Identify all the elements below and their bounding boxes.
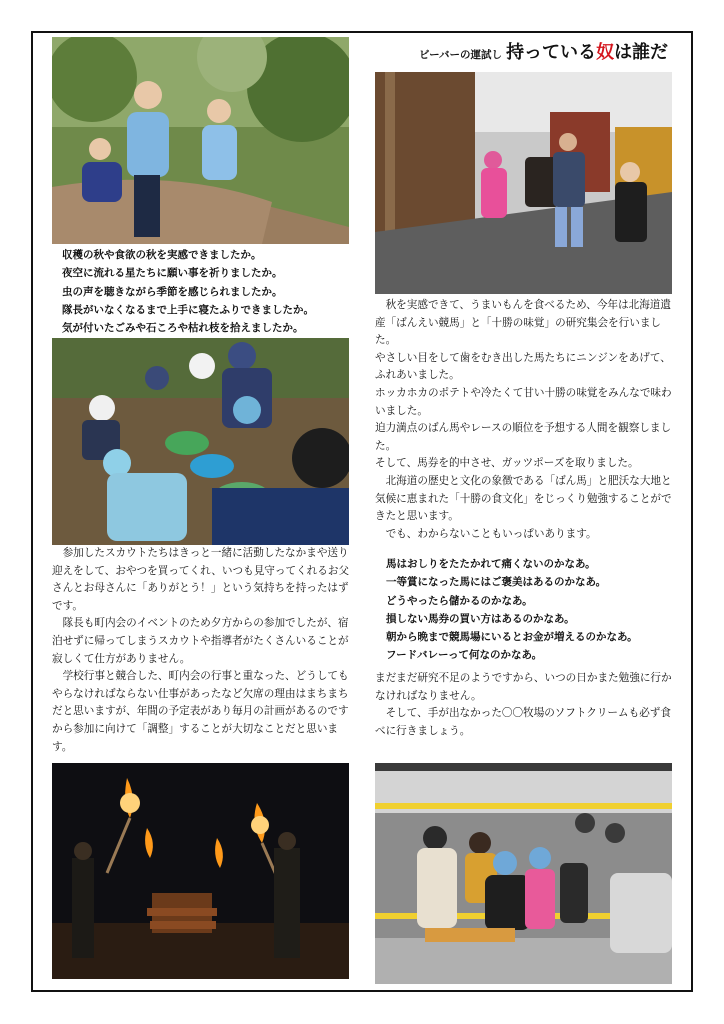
left-body-text <box>52 545 350 756</box>
question-line: 損しない馬券の買い方はあるのかなあ。 <box>386 612 575 625</box>
title-main-red: 奴 <box>596 42 615 63</box>
photo-bonfire-torches <box>52 763 349 979</box>
question-line: フードバレーって何なのかなあ。 <box>386 649 543 662</box>
right-paragraph: でも、わからないこともいっぱいあります。 <box>385 527 597 540</box>
question-line: 朝から晩まで競馬場にいるとお金が増えるのかなあ。 <box>386 631 638 644</box>
right-closing-text <box>375 670 673 740</box>
article-title <box>419 38 668 64</box>
closing-paragraph: そして、手が出なかった〇〇牧場のソフトクリームも必ず食べに行きましょう。 <box>375 707 671 737</box>
left-paragraph: 参加したスカウトたちはきっと一緒に活動したなかまや送り迎えをして、おやつを買ってくれ、いつも見守ってくれるお父さんとお母さんに「ありがとう！」という気持ちを持ったはずです。 <box>52 547 350 612</box>
lead-line: 収穫の秋や食欲の秋を実感できましたか。 <box>62 249 262 261</box>
right-paragraph: やさしい目をして歯をむき出した馬たちにニンジンをあげて、ふれあいました。 <box>375 351 671 382</box>
lead-line: 隊長がいなくなるまで上手に寝たふりできましたか。 <box>62 303 314 316</box>
right-paragraph: 秋を実感できて、うまいもんを食べるため、今年は北海道遺産「ばんえい競馬」と「十勝の味覚」の研究集会を行いました。 <box>375 299 671 347</box>
photo-horse-walk <box>375 72 672 294</box>
right-paragraph: 迫力満点のばん馬やレースの順位を予想する人間を観察しました。 <box>375 422 672 452</box>
right-paragraph: 北海道の歴史と文化の象徴である「ばん馬」と肥沃な大地と気候に恵まれた「十勝の食文化」をじっくり勉強することができたと思います。 <box>375 474 672 523</box>
title-main-pre: 持っている <box>506 42 597 63</box>
lead-line: 気が付いたごみや石ころや枯れ枝を拾えましたか。 <box>62 322 304 335</box>
questions-right <box>386 555 638 665</box>
lead-questions-left <box>62 246 314 337</box>
title-main-post: は誰だ <box>614 42 669 63</box>
left-paragraph: 隊長も町内会のイベントのため夕方からの参加でしたが、宿泊せずに帰ってしまうスカウトや指導者がたくさんいることが寂しくて仕方がありません。 <box>52 617 349 665</box>
lead-line: 虫の声を聴きながら季節を感じられましたか。 <box>62 285 283 298</box>
photo-scouts-on-tree <box>52 37 349 244</box>
lead-line: 夜空に流れる星たちに願い事を祈りましたか。 <box>62 267 283 280</box>
right-body-text <box>375 297 673 543</box>
closing-paragraph: まだまだ研究不足のようですから、いつの日かまた勉強に行かなければなりません。 <box>375 672 672 702</box>
question-line: 馬はおしりをたたかれて痛くないのかなあ。 <box>386 558 596 570</box>
title-subtitle: ビーバーの運試し <box>419 49 503 61</box>
left-paragraph: 学校行事と競合した、町内会の行事と重なった、どうしてもやらなければならない仕事があったなど欠席の理由はまちまちだと思いますが、年間の予定表があり毎月の計画があるのですから参加に向けて「調整」することが大切なことだと思います。 <box>52 670 349 753</box>
photo-grandstand <box>375 763 672 984</box>
right-paragraph: ホッカホカのポテトや冷たくて甘い十勝の味覚をみんなで味わいました。 <box>375 386 672 417</box>
photo-kids-sorting <box>52 338 349 545</box>
question-line: 一等賞になった馬にはご褒美はあるのかなあ。 <box>386 576 607 589</box>
right-paragraph: そして、馬券を的中させ、ガッツポーズを取りました。 <box>375 457 639 470</box>
question-line: どうやったら儲かるのかなあ。 <box>386 594 533 607</box>
